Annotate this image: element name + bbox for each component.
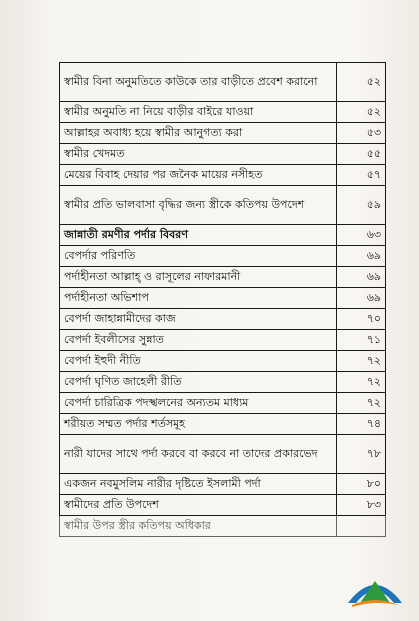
toc-entry-page: ৫৫ xyxy=(337,144,386,165)
toc-entry-title: মেয়ের বিবাহ দেয়ার পর জনৈক মায়ের নসীহত xyxy=(60,165,337,186)
toc-entry-title: বেপর্দার পরিণতি xyxy=(60,246,337,267)
toc-row xyxy=(60,330,386,351)
toc-entry-title: একজন নবমুসলিম নারীর দৃষ্টিতে ইসলামী পর্দা xyxy=(60,474,337,495)
toc-entry-page xyxy=(337,516,386,537)
toc-row xyxy=(60,102,386,123)
toc-entry-page: ৬৯ xyxy=(337,267,386,288)
toc-entry-title: শরীয়ত সম্মত পর্দার শর্তসমূহ xyxy=(60,414,337,435)
toc-entry-page: ৮৩ xyxy=(337,495,386,516)
toc-entry-page: ৭০ xyxy=(337,309,386,330)
toc-entry-page: ৭১ xyxy=(337,330,386,351)
toc-entry-title: স্বামীর অনুমতি না নিয়ে বাড়ীর বাইরে যাওয়া xyxy=(60,102,337,123)
toc-entry-page: ৭২ xyxy=(337,393,386,414)
toc-row xyxy=(60,144,386,165)
toc-entry-title: পর্দাহীনতা অভিশাপ xyxy=(60,288,337,309)
toc-row xyxy=(60,351,386,372)
toc-row xyxy=(60,165,386,186)
toc-entry-title: বেপর্দা চারিত্রিক পদস্খলনের অন্যতম মাধ্যম xyxy=(60,393,337,414)
toc-entry-page: ৬৯ xyxy=(337,288,386,309)
toc-entry-page: ৫৩ xyxy=(337,123,386,144)
toc-row xyxy=(60,246,386,267)
toc-row xyxy=(60,225,386,246)
toc-entry-title: বেপর্দা ঘৃণিত জাহেলী রীতি xyxy=(60,372,337,393)
toc-entry-page: ৮০ xyxy=(337,474,386,495)
toc-entry-title: বেপর্দা ইবলীসের সুন্নাত xyxy=(60,330,337,351)
toc-row xyxy=(60,267,386,288)
toc-entry-page: ৫৯ xyxy=(337,186,386,225)
toc-row xyxy=(60,393,386,414)
toc-entry-page: ৫২ xyxy=(337,63,386,102)
toc-entry-page: ৭২ xyxy=(337,372,386,393)
toc-entry-title: জান্নাতী রমণীর পর্দার বিবরণ xyxy=(60,225,337,246)
toc-row xyxy=(60,288,386,309)
table-of-contents xyxy=(59,62,386,537)
toc-entry-title: স্বামীর খেদমত xyxy=(60,144,337,165)
toc-entry-title: স্বামীর বিনা অনুমতিতে কাউকে তার বাড়ীতে প্রবেশ করানো xyxy=(60,63,337,102)
publisher-logo-icon xyxy=(344,565,406,609)
toc-entry-title: নারী যাদের সাথে পর্দা করবে বা করবে না তাদের প্রকারভেদ xyxy=(60,435,337,474)
toc-row xyxy=(60,123,386,144)
logo-orange-swoosh xyxy=(352,600,398,607)
toc-entry-title: স্বামীর উপর স্ত্রীর কতিপয় অধিকার xyxy=(60,516,337,537)
toc-entry-title: বেপর্দা জাহান্নামীদের কাজ xyxy=(60,309,337,330)
toc-row xyxy=(60,372,386,393)
toc-entry-page: ৭২ xyxy=(337,351,386,372)
toc-entry-page: ৭৮ xyxy=(337,435,386,474)
toc-row xyxy=(60,63,386,102)
toc-entry-page: ৫৭ xyxy=(337,165,386,186)
toc-row xyxy=(60,309,386,330)
toc-entry-page: ৫২ xyxy=(337,102,386,123)
toc-entry-title: স্বামীর প্রতি ভালবাসা বৃদ্ধির জন্য স্ত্রীকে কতিপয় উপদেশ xyxy=(60,186,337,225)
toc-row xyxy=(60,186,386,225)
toc-row xyxy=(60,516,386,537)
toc-entry-page: ৭৪ xyxy=(337,414,386,435)
toc-row xyxy=(60,414,386,435)
toc-row xyxy=(60,474,386,495)
toc-entry-title: স্বামীদের প্রতি উপদেশ xyxy=(60,495,337,516)
toc-entry-page: ৬৩ xyxy=(337,225,386,246)
toc-entry-page: ৬৯ xyxy=(337,246,386,267)
toc-row xyxy=(60,435,386,474)
toc-entry-title: পর্দাহীনতা আল্লাহ্‌ ও রাসূলের নাফারমানী xyxy=(60,267,337,288)
toc-entry-title: বেপর্দা ইহুদী নীতি xyxy=(60,351,337,372)
toc-row xyxy=(60,495,386,516)
toc-entry-title: আল্লাহর অবাধ্য হয়ে স্বামীর আনুগত্য করা xyxy=(60,123,337,144)
